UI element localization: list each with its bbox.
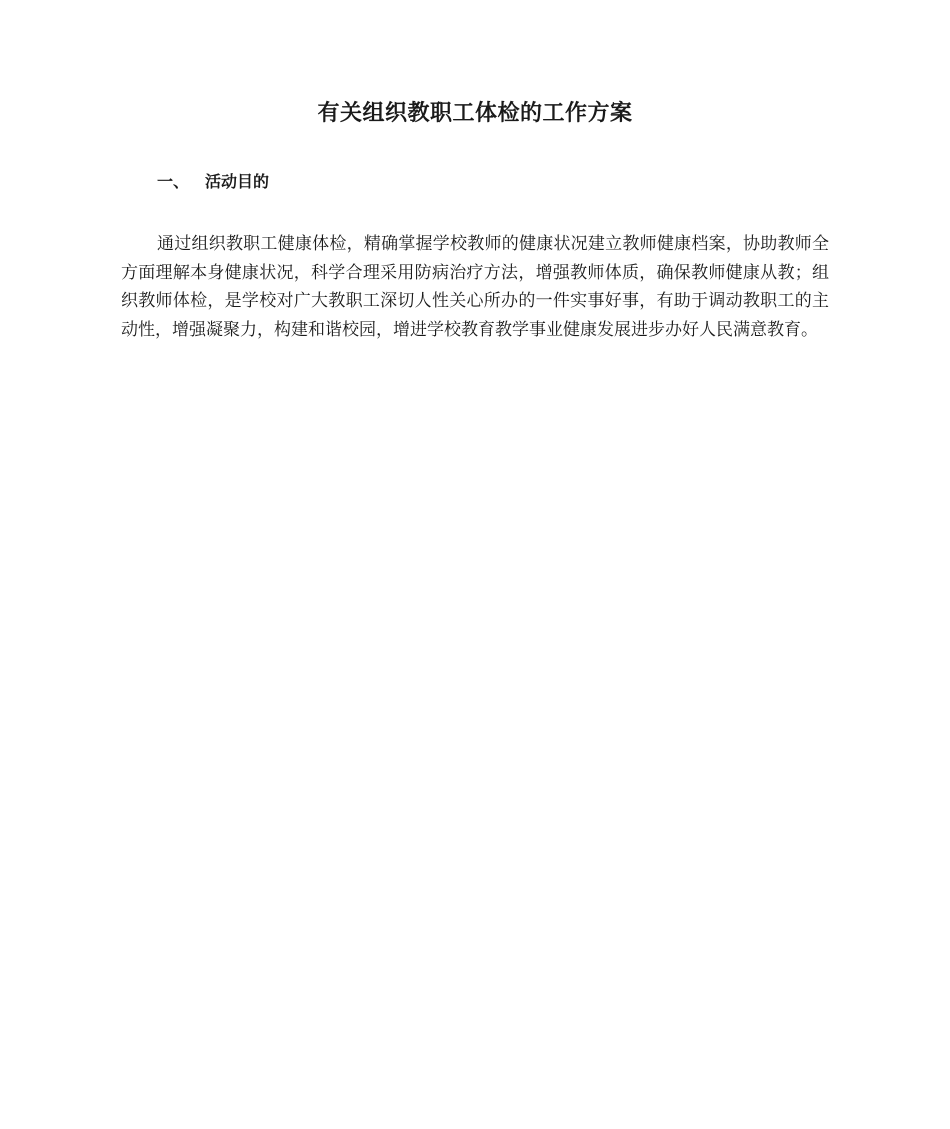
section-heading-text: 活动目的 xyxy=(205,172,270,191)
section-heading xyxy=(157,169,269,195)
section-paragraph: 通过组织教职工健康体检，精确掌握学校教师的健康状况建立教师健康档案，协助教师全方面理解本身健康状况，科学合理采用防病治疗方法，增强教师体质，确保教师健康从教；组织教师体检，是学校对广大教职工深切人性关心所办的一件实事好事，有助于调动教职工的主动性，增强凝聚力，构建和谐校园，增进学校教育教学事业健康发展进步办好人民满意教育。 xyxy=(121,234,829,340)
document-title: 有关组织教职工体检的工作方案 xyxy=(317,101,633,126)
section-number: 一、 xyxy=(157,172,190,191)
